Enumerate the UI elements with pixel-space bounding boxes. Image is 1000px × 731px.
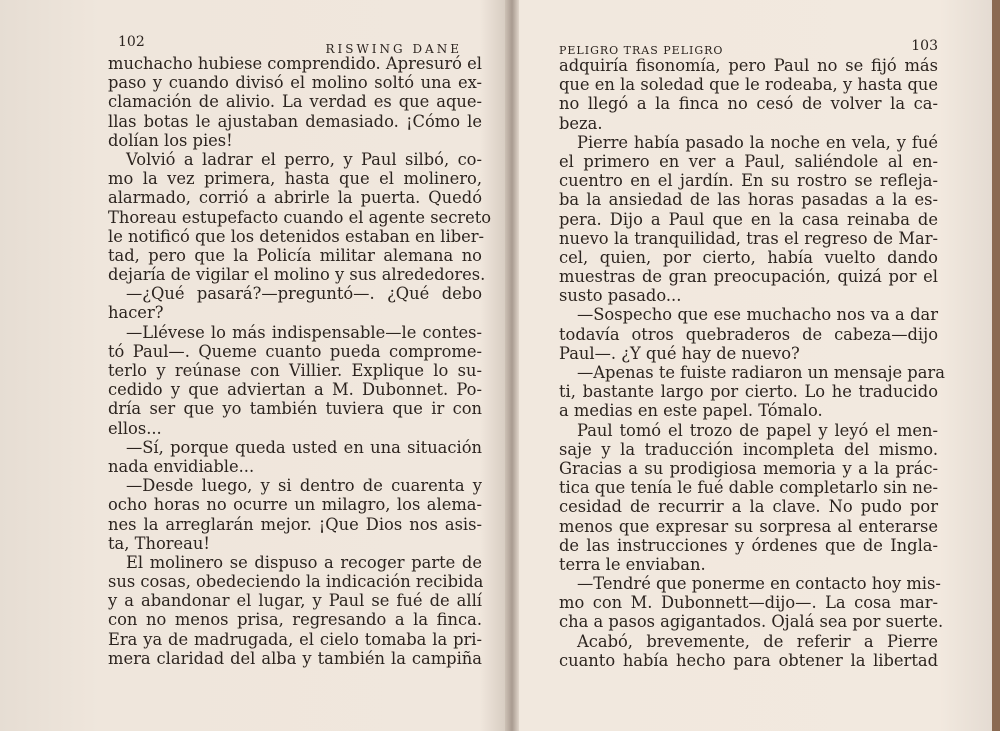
text-line: ba la ansiedad de las horas pasadas a la es-: [559, 190, 938, 210]
text-line: Paul tomó el trozo de papel y leyó el men-: [577, 420, 938, 440]
text-line: sus cosas, obedeciendo la indicación recibida: [108, 572, 484, 592]
text-line: beza.: [559, 113, 603, 133]
text-line: saje y la traducción incompleta del mismo.: [559, 439, 938, 459]
text-line: todavía otros quebraderos de cabeza—dijo: [559, 324, 938, 344]
text-line: —Apenas te fuiste radiaron un mensaje para: [577, 363, 945, 382]
text-line: tad, pero que la Policía militar alemana no: [108, 245, 482, 265]
right-page-text: [559, 56, 945, 670]
text-line: nuevo la tranquilidad, tras el regreso de Mar-: [559, 228, 938, 248]
right-page-header: [559, 0, 938, 58]
text-line: cel, quien, por cierto, había vuelto dando: [559, 247, 938, 267]
text-line: nada envidiable...: [108, 456, 255, 476]
right-page: [515, 0, 1000, 731]
text-line: que en la soledad que le rodeaba, y hasta que: [559, 75, 938, 95]
text-line: tó Paul—. Queme cuanto pueda comprome-: [108, 341, 482, 361]
running-head: PELIGRO TRAS PELIGRO: [559, 44, 724, 57]
text-line: adquiría fisonomía, pero Paul no se fijó más: [559, 56, 938, 75]
text-line: mo la vez primera, hasta que el molinero,: [108, 169, 482, 189]
text-line: dolían los pies!: [108, 130, 233, 150]
text-line: —Llévese lo más indispensable—le contes-: [126, 322, 482, 342]
text-line: muchacho hubiese comprendido. Apresuró el: [108, 54, 482, 73]
text-line: cesidad de recurrir a la clave. No pudo por: [559, 497, 938, 517]
text-line: Era ya de madrugada, el cielo tomaba la pri-: [108, 629, 482, 649]
text-line: —Sospecho que ese muchacho nos va a dar: [577, 305, 938, 325]
text-line: dejaría de vigilar el molino y sus alrededores.: [108, 265, 486, 285]
text-line: paso y cuando divisó el molino soltó una ex-: [108, 73, 482, 93]
text-line: nes la arreglarán mejor. ¡Que Dios nos asis-: [108, 514, 482, 534]
text-line: —Desde luego, y si dentro de cuarenta y: [126, 476, 482, 496]
text-line: terra le enviaban.: [559, 554, 706, 574]
text-line: Acabó, brevemente, de referir a Pierre: [577, 631, 938, 651]
text-line: pera. Dijo a Paul que en la casa reinaba de: [559, 209, 938, 229]
text-line: clamación de alivio. La verdad es que aque-: [108, 92, 482, 112]
text-line: Volvió a ladrar el perro, y Paul silbó, co-: [126, 149, 482, 169]
text-line: muestras de gran preocupación, quizá por el: [559, 267, 938, 287]
text-line: susto pasado...: [559, 286, 682, 306]
text-line: mo con M. Dubonnett—dijo—. La cosa mar-: [559, 593, 938, 613]
text-line: llas botas le ajustaban demasiado. ¡Cómo le: [108, 111, 482, 131]
text-line: ta, Thoreau!: [108, 533, 210, 553]
text-line: cuanto había hecho para obtener la libertad: [559, 650, 938, 670]
text-line: El molinero se dispuso a recoger parte de: [126, 552, 482, 572]
text-line: Thoreau estupefacto cuando el agente secreto: [108, 207, 492, 227]
text-line: hacer?: [108, 303, 164, 323]
running-head: RISWING DANE: [325, 42, 462, 56]
text-line: Pierre había pasado la noche en vela, y fué: [577, 132, 938, 152]
text-line: y a abandonar el lugar, y Paul se fué de allí: [108, 591, 482, 611]
text-line: —Tendré que ponerme en contacto hoy mis-: [577, 574, 941, 594]
text-line: —¿Qué pasará?—preguntó—. ¿Qué debo: [126, 284, 482, 304]
text-line: ocho horas no ocurre un milagro, los alema-: [108, 495, 482, 515]
text-line: ti, bastante largo por cierto. Lo he traducido: [559, 382, 938, 402]
text-line: dría ser que yo también tuviera que ir con: [108, 399, 482, 419]
text-line: Paul—. ¿Y qué hay de nuevo?: [559, 343, 800, 363]
page-number: 103: [911, 38, 938, 54]
text-line: cuentro en el jardín. En su rostro se refleja-: [559, 171, 938, 191]
text-line: de las instrucciones y órdenes que de Ingla-: [559, 535, 938, 555]
text-line: con no menos prisa, regresando a la finca.: [108, 610, 482, 630]
left-page-header: [108, 0, 482, 58]
text-line: tica que tenía le fué dable completarlo sin ne-: [559, 478, 938, 498]
text-line: ellos...: [108, 418, 162, 438]
text-line: el primero en ver a Paul, saliéndole al en-: [559, 151, 938, 171]
text-line: no llegó a la finca no cesó de volver la ca-: [559, 94, 938, 114]
text-line: menos que expresar su sorpresa al enterarse: [559, 516, 938, 536]
text-line: alarmado, corrió a abrirle la puerta. Quedó: [108, 188, 482, 208]
page-edge: [992, 0, 1000, 731]
text-line: cedido y que adviertan a M. Dubonnet. Po-: [108, 380, 482, 400]
text-line: mera claridad del alba y también la campiña: [108, 648, 482, 668]
text-line: —Sí, porque queda usted en una situación: [126, 437, 482, 457]
text-line: le notificó que los detenidos estaban en liber-: [108, 226, 485, 246]
text-line: Gracias a su prodigiosa memoria y a la prác-: [559, 458, 938, 478]
text-line: cha a pasos agigantados. Ojalá sea por suerte.: [559, 612, 944, 632]
left-page-text: [108, 54, 492, 668]
text-line: a medias en este papel. Tómalo.: [559, 401, 823, 421]
page-number: 102: [118, 34, 145, 50]
text-line: terlo y reúnase con Villier. Explique lo su-: [108, 361, 482, 380]
